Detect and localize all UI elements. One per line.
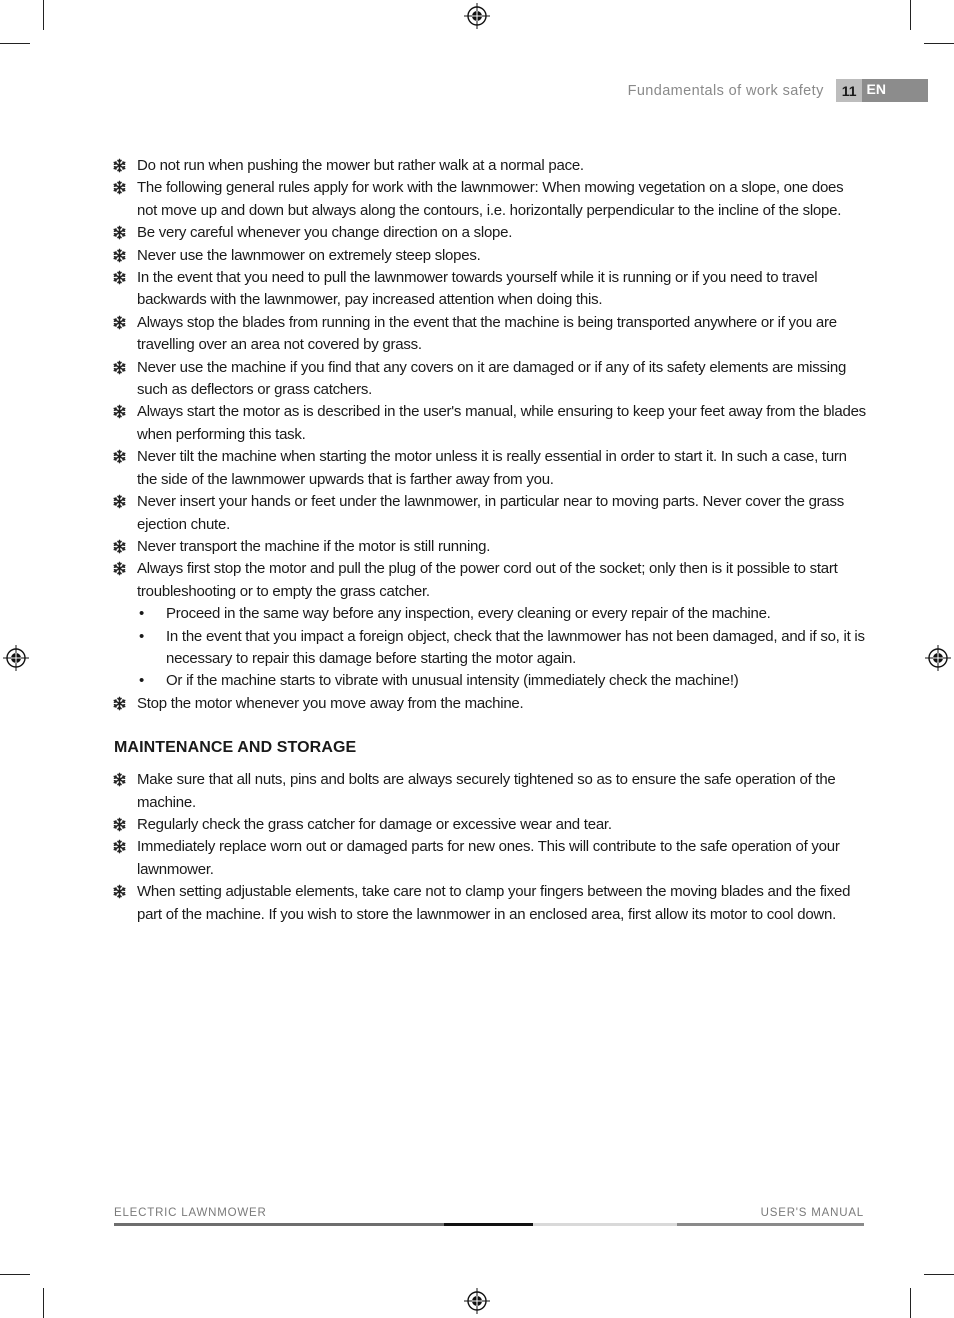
list-item-text: Never tilt the machine when starting the motor unless it is really essential in order to start it. In such a case, turn the side of the lawnmower upwards that is farther away from you. — [137, 448, 847, 488]
list-item-text: When setting adjustable elements, take care not to clamp your fingers between the moving blades and the fixed part of the machine. If you wish to store the lawnmower in an enclosed area, first allow its motor to cool down. — [137, 883, 851, 923]
crop-mark — [43, 1288, 44, 1318]
sub-list-item — [139, 603, 866, 625]
bullet-dot: • — [139, 605, 145, 623]
list-item-text: Never insert your hands or feet under the lawnmower, in particular near to moving parts. Never cover the grass ejection chute. — [137, 493, 845, 533]
page-header — [628, 79, 928, 102]
list-item — [114, 536, 866, 558]
bullet-dot: • — [139, 672, 145, 690]
list-item-text: Stop the motor whenever you move away from the machine. — [137, 694, 524, 712]
list-item-text: Immediately replace worn out or damaged parts for new ones. This will contribute to the safe operation of your lawnmower. — [137, 838, 840, 878]
sub-list-item — [139, 670, 866, 692]
list-item-text: The following general rules apply for work with the lawnmower: When mowing vegetation on a slope, one does not move up and down but always along the contours, i.e. horizontally perpendicular to the incline of the slope. — [137, 179, 844, 219]
list-item-text: Regularly check the grass catcher for damage or excessive wear and tear. — [137, 815, 612, 833]
footer-bar-segment — [114, 1223, 444, 1226]
page-content — [114, 155, 866, 926]
crop-mark — [910, 0, 911, 30]
snowflake-bullet-icon — [112, 839, 127, 854]
list-item — [114, 155, 866, 177]
list-item — [114, 693, 866, 715]
list-item — [114, 357, 866, 402]
language-badge: EN — [862, 79, 928, 102]
footer-bar-segment — [444, 1223, 533, 1226]
registration-mark-icon — [464, 3, 490, 29]
bullet-dot: • — [139, 627, 145, 645]
snowflake-bullet-icon — [112, 248, 127, 263]
crop-mark — [43, 0, 44, 30]
list-item-text: Do not run when pushing the mower but rather walk at a normal pace. — [137, 157, 584, 174]
maintenance-list — [114, 769, 866, 926]
snowflake-bullet-icon — [112, 539, 127, 554]
footer-product-name: ELECTRIC LAWNMOWER — [114, 1207, 267, 1219]
list-item-text: Never use the lawnmower on extremely steep slopes. — [137, 246, 481, 264]
list-item — [114, 814, 866, 836]
snowflake-bullet-icon — [112, 360, 127, 375]
list-item-text: Never use the machine if you find that any covers on it are damaged or if any of its safety elements are missing such as deflectors or grass catchers. — [137, 358, 847, 399]
registration-mark-icon — [3, 645, 29, 671]
snowflake-bullet-icon — [112, 884, 127, 899]
section-heading: MAINTENANCE AND STORAGE — [114, 739, 357, 757]
snowflake-bullet-icon — [112, 158, 127, 173]
list-item — [114, 881, 866, 926]
snowflake-bullet-icon — [112, 561, 127, 576]
footer-document-type: USER'S MANUAL — [760, 1207, 864, 1219]
registration-mark-icon — [925, 645, 951, 671]
sub-list-item-text: In the event that you impact a foreign object, check that the lawnmower has not been damaged, and if so, it is necessary to repair this damage before starting the motor again. — [166, 627, 865, 667]
list-item — [114, 245, 866, 267]
list-item — [114, 491, 866, 536]
snowflake-bullet-icon — [112, 494, 127, 509]
sub-list-item-text: Proceed in the same way before any inspection, every cleaning or every repair of the machine. — [166, 605, 771, 623]
list-item-text: In the event that you need to pull the lawnmower towards yourself while it is running or if you need to travel backwards with the lawnmower, pay increased attention when doing this. — [137, 269, 818, 309]
snowflake-bullet-icon — [112, 404, 127, 419]
list-item — [114, 312, 866, 357]
snowflake-bullet-icon — [112, 449, 127, 464]
list-item — [114, 836, 866, 881]
list-item — [114, 446, 866, 491]
snowflake-bullet-icon — [112, 315, 127, 330]
list-item-text: Make sure that all nuts, pins and bolts are always securely tightened so as to ensure the safe operation of the machine. — [137, 771, 836, 811]
snowflake-bullet-icon — [112, 180, 127, 195]
snowflake-bullet-icon — [112, 225, 127, 240]
crop-mark — [0, 1274, 30, 1275]
crop-mark — [924, 43, 954, 44]
list-item-text: Always start the motor as is described in the user's manual, while ensuring to keep your feet away from the blades when performing this task. — [137, 403, 866, 443]
list-item — [114, 558, 866, 692]
list-item-text: Always stop the blades from running in the event that the machine is being transported anywhere or if you are travelling over an area not covered by grass. — [137, 313, 837, 354]
section-title: Fundamentals of work safety — [627, 82, 824, 99]
footer-bar — [114, 1223, 864, 1226]
list-item — [114, 222, 866, 244]
crop-mark — [924, 1274, 954, 1275]
registration-mark-icon — [464, 1288, 490, 1314]
list-item — [114, 401, 866, 446]
list-item-text: Be very careful whenever you change direction on a slope. — [137, 224, 513, 242]
list-item — [114, 267, 866, 312]
crop-mark — [910, 1288, 911, 1318]
snowflake-bullet-icon — [112, 270, 127, 285]
snowflake-bullet-icon — [112, 696, 127, 711]
list-item — [114, 177, 866, 222]
sub-list-item-text: Or if the machine starts to vibrate with unusual intensity (immediately check the machine!) — [166, 672, 739, 690]
list-item — [114, 769, 866, 814]
sub-list-item — [139, 626, 866, 671]
page-number: 11 — [836, 79, 862, 102]
snowflake-bullet-icon — [112, 772, 127, 787]
crop-mark — [0, 43, 30, 44]
footer-bar-segment — [677, 1223, 864, 1226]
safety-list — [114, 155, 866, 715]
list-item-text: Never transport the machine if the motor is still running. — [137, 537, 491, 555]
sub-list — [137, 603, 866, 693]
footer-bar-segment — [533, 1223, 677, 1226]
snowflake-bullet-icon — [112, 817, 127, 832]
list-item-text: Always first stop the motor and pull the plug of the power cord out of the socket; only then is it possible to start troubleshooting or to empty the grass catcher. — [137, 560, 838, 600]
